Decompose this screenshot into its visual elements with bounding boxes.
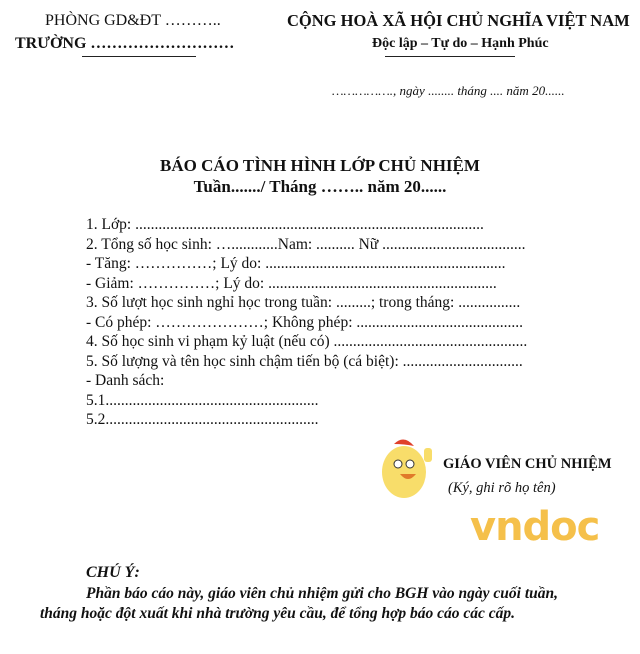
nation-title: CỘNG HOÀ XÃ HỘI CHỦ NGHĨA VIỆT NAM: [287, 11, 630, 30]
mascot-chicken-icon: [374, 434, 436, 504]
motto-underline: [385, 56, 515, 57]
department: PHÒNG GD&ĐT ………..: [45, 12, 221, 29]
school: TRƯỜNG ………………………: [15, 35, 235, 52]
field-list-item-2: 5.2.......................................................: [86, 411, 319, 428]
signature-instruction: (Ký, ghi rõ họ tên): [448, 480, 556, 496]
field-permission: - Có phép: …………………; Không phép: ...........................................: [86, 313, 523, 331]
field-absences: 3. Số lượt học sinh nghỉ học trong tuần: .........; trong tháng: ................: [86, 294, 521, 311]
field-increase: - Tăng: ……………; Lý do: ..............................................................: [86, 255, 506, 272]
date-line: ……………., ngày ........ tháng .... năm 20......: [332, 83, 565, 98]
field-decrease: - Giảm: ……………; Lý do: ...........................................................: [86, 274, 497, 292]
field-total-students: 2. Tổng số học sinh: …............Nam: .......... Nữ .....................................: [86, 235, 526, 253]
note-line-1: Phần báo cáo này, giáo viên chủ nhiệm gửi cho BGH vào ngày cuối tuần,: [86, 585, 559, 602]
report-period: Tuần......./ Tháng …….. năm 20......: [193, 177, 447, 196]
field-slow-progress: 5. Số lượng và tên học sinh chậm tiến bộ (cá biệt): ...............................: [86, 352, 523, 370]
watermark: [374, 434, 436, 504]
note-heading: CHÚ Ý:: [86, 564, 140, 581]
report-title: BÁO CÁO TÌNH HÌNH LỚP CHỦ NHIỆM: [160, 156, 480, 175]
school-underline: [82, 56, 196, 57]
note-line-2: tháng hoặc đột xuất khi nhà trường yêu cầu, để tổng hợp báo cáo các cấp.: [40, 605, 516, 622]
field-list-item-1: 5.1.......................................................: [86, 391, 319, 409]
field-discipline: 4. Số học sinh vi phạm kỷ luật (nếu có) ..................................................: [86, 333, 528, 350]
watermark-text: vndoc: [470, 504, 600, 550]
motto: Độc lập – Tự do – Hạnh Phúc: [372, 36, 549, 51]
signature-role: GIÁO VIÊN CHỦ NHIỆM: [443, 456, 612, 472]
field-list-label: - Danh sách:: [86, 372, 165, 389]
field-class: 1. Lớp: ..........................................................................................: [86, 216, 484, 233]
